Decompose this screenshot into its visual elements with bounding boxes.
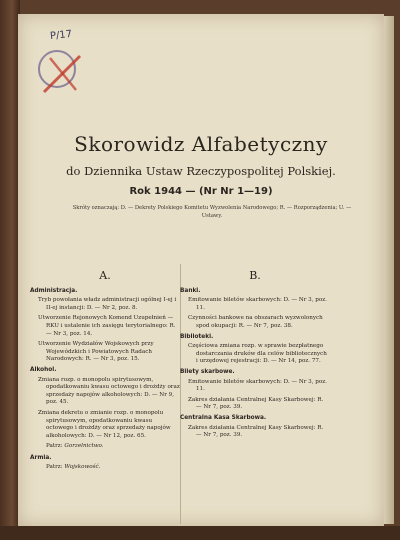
index-entry: Czynności bankowe na obszarach wyzwolonych spod okupacji: R. — Nr 7, poz. 38. bbox=[188, 315, 323, 329]
index-entry: Tryb powołania władz administracji ogólnej I-ej i II-ej instancji: D. — Nr 2, poz. 8. bbox=[38, 297, 177, 311]
section-heading: Biblioteki. bbox=[180, 333, 214, 340]
library-stamp bbox=[30, 28, 90, 118]
section-heading: Alkohol. bbox=[30, 366, 57, 373]
index-entry: Zakres działania Centralnej Kasy Skarbowej: R. — Nr 7, poz. 39. bbox=[188, 424, 324, 439]
page-title: Skorowidz Alfabetyczny bbox=[74, 132, 328, 156]
section-heading: Administracja. bbox=[30, 287, 78, 294]
index-entry: Zakres działania Centralnej Kasy Skarbowej: R. — Nr 7, poz. 39. bbox=[188, 396, 324, 411]
index-entry: Utworzenie Wydziałów Wojskowych przy Wojewódzkich i Powiatowych Radach Narodowych: R. — Nr 3, poz. 15. bbox=[38, 341, 154, 363]
binding-bottom-edge bbox=[0, 526, 400, 540]
index-entry: Częściowa zmiana rozp. w sprawie bezpłatnego dostarczania druków dla celów bibliotecznych i urzędowej rejestracji: D. — Nr 14, poz. 77. bbox=[188, 343, 327, 365]
index-entry: Emitowanie biletów skarbowych: D. — Nr 3, poz. 11. bbox=[188, 297, 327, 311]
index-entry: Zmiana rozp. o monopolu spirytusowym, opodatkowaniu kwasu octowego i drożdży oraz sprzedaży napojów alkoholowych: D. — Nr 9, poz. 45. bbox=[38, 376, 180, 406]
binding-spine bbox=[0, 0, 20, 540]
year-line: Rok 1944 — (Nr Nr 1—19) bbox=[129, 186, 273, 197]
section-heading: Banki. bbox=[180, 287, 201, 294]
see-label: Patrz: bbox=[46, 464, 63, 471]
abbreviations-note: Skróty oznaczają: D. — Dekrety Polskiego Komitetu Wyzwolenia Narodowego; R. — Rozporządzenia; U. — Ustawy. bbox=[72, 205, 352, 219]
index-entry: Utworzenie Rejonowych Komend Uzupełnień — RKU i ustalenie ich zasięgu terytorialnego: R. — Nr 3, poz. 14. bbox=[38, 315, 176, 337]
see-target: Gorzelnictwo. bbox=[64, 443, 104, 450]
section-heading: Armia. bbox=[30, 454, 52, 461]
section-heading: Bilety skarbowe. bbox=[180, 368, 235, 375]
right-column bbox=[180, 269, 330, 443]
index-entry: Emitowanie biletów skarbowych: D. — Nr 3, poz. 11. bbox=[188, 378, 327, 393]
see-target: Wojskowość. bbox=[64, 464, 101, 471]
section-letter: B. bbox=[249, 269, 261, 282]
index-entry: Zmiana dekretu o zmianie rozp. o monopolu spirytusowym, opodatkowaniu kwasu octowego i drożdży oraz sprzedaży napojów alkoholowych: D. — Nr 12, poz. 65. bbox=[38, 409, 171, 439]
page-stack-edge bbox=[384, 16, 394, 524]
section-letter: A. bbox=[99, 269, 111, 282]
red-cross-stamp-icon bbox=[40, 52, 84, 96]
handwritten-mark: P/17 bbox=[49, 28, 73, 43]
see-label: Patrz: bbox=[46, 443, 63, 450]
see-also bbox=[30, 464, 180, 472]
document-page bbox=[18, 14, 384, 526]
section-heading: Centralna Kasa Skarbowa. bbox=[180, 414, 267, 421]
see-also bbox=[30, 443, 180, 451]
page-subtitle: do Dziennika Ustaw Rzeczypospolitej Polskiej. bbox=[66, 164, 336, 178]
left-column bbox=[30, 269, 180, 476]
